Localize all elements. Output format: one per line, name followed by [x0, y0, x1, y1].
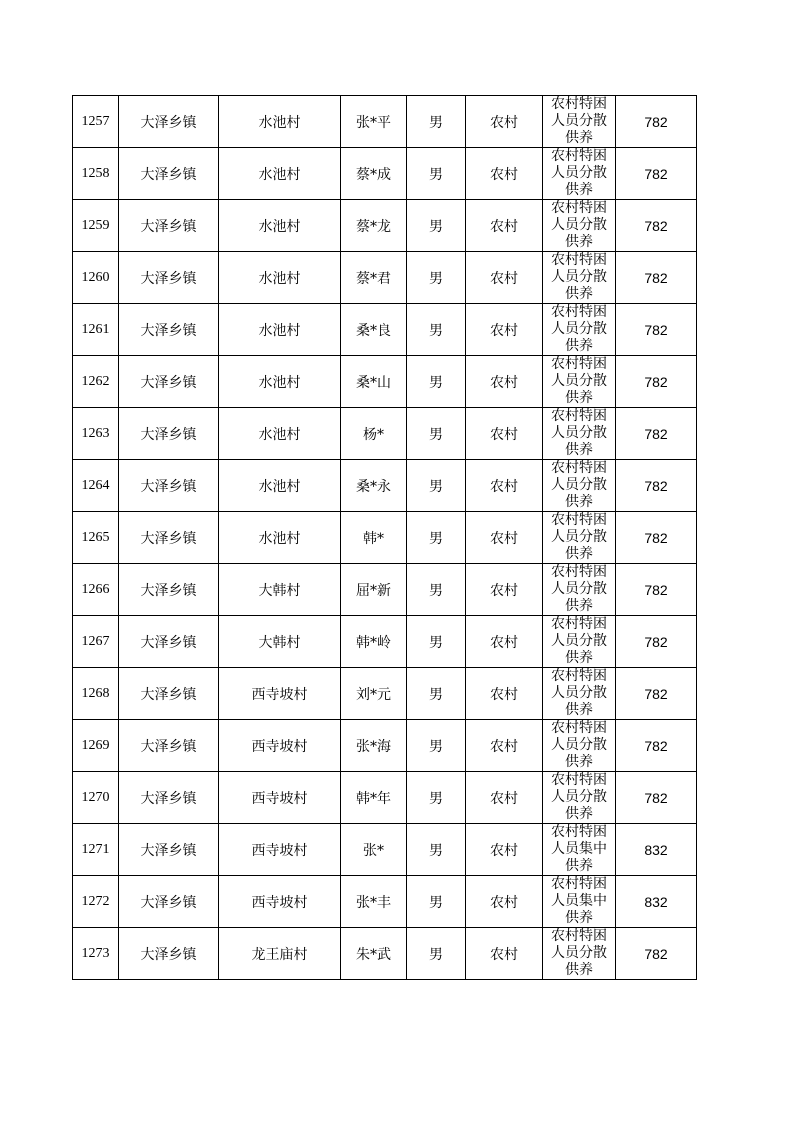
gender-cell: 男 — [407, 304, 466, 356]
area-type-cell: 农村 — [466, 252, 543, 304]
row-number-cell: 1264 — [73, 460, 119, 512]
person-name-cell: 蔡*龙 — [341, 200, 407, 252]
table-row — [73, 720, 697, 772]
table-row — [73, 304, 697, 356]
person-name-cell: 朱*武 — [341, 928, 407, 980]
amount-cell: 782 — [616, 460, 697, 512]
support-type-cell — [543, 304, 616, 356]
row-number-cell: 1262 — [73, 356, 119, 408]
person-name-cell: 韩*年 — [341, 772, 407, 824]
area-type-cell: 农村 — [466, 200, 543, 252]
amount-cell: 782 — [616, 200, 697, 252]
row-number-cell: 1261 — [73, 304, 119, 356]
row-number-cell: 1271 — [73, 824, 119, 876]
person-name-cell: 张* — [341, 824, 407, 876]
support-type-cell — [543, 356, 616, 408]
town-cell: 大泽乡镇 — [119, 668, 219, 720]
person-name-cell: 韩*岭 — [341, 616, 407, 668]
gender-cell: 男 — [407, 564, 466, 616]
person-name-cell: 蔡*成 — [341, 148, 407, 200]
village-cell: 西寺坡村 — [219, 720, 341, 772]
support-type-cell — [543, 200, 616, 252]
support-type-cell — [543, 564, 616, 616]
area-type-cell: 农村 — [466, 356, 543, 408]
area-type-cell: 农村 — [466, 876, 543, 928]
support-type-cell — [543, 148, 616, 200]
area-type-cell: 农村 — [466, 616, 543, 668]
support-type-text: 农村特困人员分散供养 — [551, 512, 607, 562]
support-type-text: 农村特困人员分散供养 — [551, 200, 607, 250]
table-row — [73, 148, 697, 200]
area-type-cell: 农村 — [466, 304, 543, 356]
table-row — [73, 408, 697, 460]
support-type-cell — [543, 720, 616, 772]
village-cell: 水池村 — [219, 356, 341, 408]
village-cell: 西寺坡村 — [219, 772, 341, 824]
person-name-cell: 桑*永 — [341, 460, 407, 512]
town-cell: 大泽乡镇 — [119, 252, 219, 304]
gender-cell: 男 — [407, 252, 466, 304]
area-type-cell: 农村 — [466, 408, 543, 460]
village-cell: 龙王庙村 — [219, 928, 341, 980]
village-cell: 水池村 — [219, 512, 341, 564]
amount-cell: 782 — [616, 304, 697, 356]
person-name-cell: 韩* — [341, 512, 407, 564]
table-row — [73, 96, 697, 148]
area-type-cell: 农村 — [466, 564, 543, 616]
amount-cell: 782 — [616, 96, 697, 148]
table-row — [73, 512, 697, 564]
amount-cell: 782 — [616, 408, 697, 460]
town-cell: 大泽乡镇 — [119, 356, 219, 408]
support-type-text: 农村特困人员集中供养 — [551, 876, 607, 926]
table-row — [73, 616, 697, 668]
gender-cell: 男 — [407, 668, 466, 720]
table-row — [73, 200, 697, 252]
village-cell: 大韩村 — [219, 616, 341, 668]
person-name-cell: 张*平 — [341, 96, 407, 148]
support-type-cell — [543, 96, 616, 148]
area-type-cell: 农村 — [466, 512, 543, 564]
amount-cell: 782 — [616, 772, 697, 824]
gender-cell: 男 — [407, 96, 466, 148]
support-type-text: 农村特困人员分散供养 — [551, 408, 607, 458]
row-number-cell: 1266 — [73, 564, 119, 616]
amount-cell: 832 — [616, 824, 697, 876]
support-type-cell — [543, 252, 616, 304]
table-row — [73, 564, 697, 616]
village-cell: 水池村 — [219, 148, 341, 200]
support-type-cell — [543, 928, 616, 980]
person-name-cell: 桑*山 — [341, 356, 407, 408]
gender-cell: 男 — [407, 720, 466, 772]
area-type-cell: 农村 — [466, 720, 543, 772]
table-row — [73, 668, 697, 720]
village-cell: 水池村 — [219, 96, 341, 148]
town-cell: 大泽乡镇 — [119, 616, 219, 668]
relief-recipient-table — [72, 95, 697, 980]
gender-cell: 男 — [407, 512, 466, 564]
area-type-cell: 农村 — [466, 148, 543, 200]
amount-cell: 782 — [616, 148, 697, 200]
table-row — [73, 824, 697, 876]
support-type-text: 农村特困人员分散供养 — [551, 304, 607, 354]
row-number-cell: 1258 — [73, 148, 119, 200]
town-cell: 大泽乡镇 — [119, 96, 219, 148]
town-cell: 大泽乡镇 — [119, 200, 219, 252]
support-type-cell — [543, 512, 616, 564]
gender-cell: 男 — [407, 928, 466, 980]
village-cell: 大韩村 — [219, 564, 341, 616]
town-cell: 大泽乡镇 — [119, 772, 219, 824]
amount-cell: 782 — [616, 356, 697, 408]
table-row — [73, 356, 697, 408]
village-cell: 西寺坡村 — [219, 876, 341, 928]
person-name-cell: 蔡*君 — [341, 252, 407, 304]
table-row — [73, 876, 697, 928]
amount-cell: 782 — [616, 720, 697, 772]
support-type-text: 农村特困人员分散供养 — [551, 668, 607, 718]
area-type-cell: 农村 — [466, 824, 543, 876]
gender-cell: 男 — [407, 876, 466, 928]
amount-cell: 832 — [616, 876, 697, 928]
row-number-cell: 1267 — [73, 616, 119, 668]
area-type-cell: 农村 — [466, 460, 543, 512]
row-number-cell: 1265 — [73, 512, 119, 564]
support-type-cell — [543, 772, 616, 824]
gender-cell: 男 — [407, 356, 466, 408]
amount-cell: 782 — [616, 512, 697, 564]
person-name-cell: 桑*良 — [341, 304, 407, 356]
person-name-cell: 屈*新 — [341, 564, 407, 616]
village-cell: 水池村 — [219, 304, 341, 356]
area-type-cell: 农村 — [466, 668, 543, 720]
area-type-cell: 农村 — [466, 96, 543, 148]
village-cell: 水池村 — [219, 200, 341, 252]
support-type-cell — [543, 460, 616, 512]
town-cell: 大泽乡镇 — [119, 148, 219, 200]
table-row — [73, 928, 697, 980]
gender-cell: 男 — [407, 200, 466, 252]
town-cell: 大泽乡镇 — [119, 824, 219, 876]
row-number-cell: 1269 — [73, 720, 119, 772]
amount-cell: 782 — [616, 928, 697, 980]
support-type-cell — [543, 616, 616, 668]
town-cell: 大泽乡镇 — [119, 564, 219, 616]
village-cell: 水池村 — [219, 460, 341, 512]
person-name-cell: 张*丰 — [341, 876, 407, 928]
table-body — [73, 96, 697, 980]
support-type-cell — [543, 408, 616, 460]
amount-cell: 782 — [616, 616, 697, 668]
support-type-text: 农村特困人员分散供养 — [551, 252, 607, 302]
row-number-cell: 1273 — [73, 928, 119, 980]
person-name-cell: 刘*元 — [341, 668, 407, 720]
amount-cell: 782 — [616, 564, 697, 616]
row-number-cell: 1257 — [73, 96, 119, 148]
town-cell: 大泽乡镇 — [119, 304, 219, 356]
table-row — [73, 252, 697, 304]
support-type-text: 农村特困人员分散供养 — [551, 460, 607, 510]
table-row — [73, 772, 697, 824]
row-number-cell: 1268 — [73, 668, 119, 720]
area-type-cell: 农村 — [466, 772, 543, 824]
gender-cell: 男 — [407, 772, 466, 824]
town-cell: 大泽乡镇 — [119, 876, 219, 928]
support-type-text: 农村特困人员分散供养 — [551, 616, 607, 666]
support-type-cell — [543, 824, 616, 876]
support-type-text: 农村特困人员分散供养 — [551, 356, 607, 406]
row-number-cell: 1263 — [73, 408, 119, 460]
row-number-cell: 1272 — [73, 876, 119, 928]
village-cell: 水池村 — [219, 408, 341, 460]
area-type-cell: 农村 — [466, 928, 543, 980]
support-type-cell — [543, 668, 616, 720]
gender-cell: 男 — [407, 824, 466, 876]
gender-cell: 男 — [407, 148, 466, 200]
town-cell: 大泽乡镇 — [119, 720, 219, 772]
amount-cell: 782 — [616, 668, 697, 720]
gender-cell: 男 — [407, 460, 466, 512]
village-cell: 西寺坡村 — [219, 668, 341, 720]
gender-cell: 男 — [407, 408, 466, 460]
town-cell: 大泽乡镇 — [119, 928, 219, 980]
town-cell: 大泽乡镇 — [119, 460, 219, 512]
row-number-cell: 1259 — [73, 200, 119, 252]
amount-cell: 782 — [616, 252, 697, 304]
gender-cell: 男 — [407, 616, 466, 668]
support-type-text: 农村特困人员分散供养 — [551, 148, 607, 198]
row-number-cell: 1270 — [73, 772, 119, 824]
town-cell: 大泽乡镇 — [119, 512, 219, 564]
support-type-text: 农村特困人员分散供养 — [551, 96, 607, 146]
table-row — [73, 460, 697, 512]
support-type-cell — [543, 876, 616, 928]
village-cell: 西寺坡村 — [219, 824, 341, 876]
town-cell: 大泽乡镇 — [119, 408, 219, 460]
support-type-text: 农村特困人员分散供养 — [551, 928, 607, 978]
person-name-cell: 张*海 — [341, 720, 407, 772]
support-type-text: 农村特困人员集中供养 — [551, 824, 607, 874]
support-type-text: 农村特困人员分散供养 — [551, 564, 607, 614]
village-cell: 水池村 — [219, 252, 341, 304]
support-type-text: 农村特困人员分散供养 — [551, 772, 607, 822]
person-name-cell: 杨* — [341, 408, 407, 460]
support-type-text: 农村特困人员分散供养 — [551, 720, 607, 770]
row-number-cell: 1260 — [73, 252, 119, 304]
